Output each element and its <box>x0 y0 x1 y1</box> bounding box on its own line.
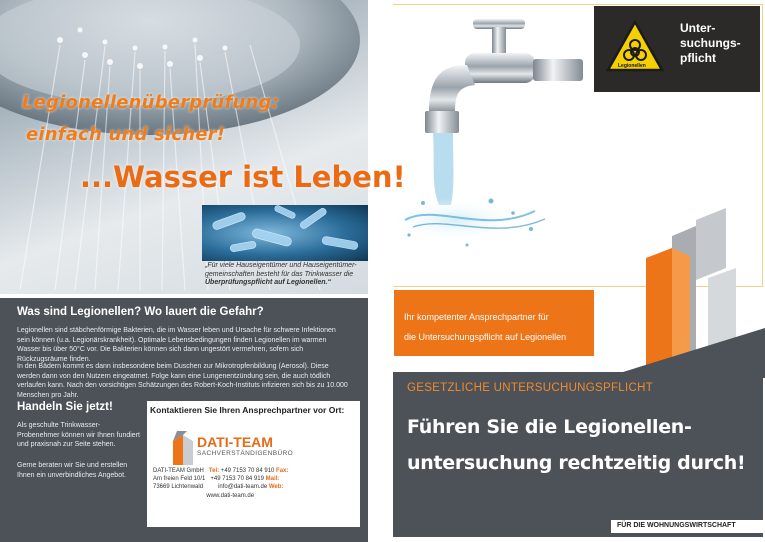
action-text-1: Als geschulte Trinkwasser-Probenehmer können wir Ihnen fundiert und praxisnah zur Seite stehen. <box>17 422 140 449</box>
water-faucet-image <box>395 5 595 285</box>
bacteria-image <box>202 205 368 261</box>
audience-tag <box>611 520 763 533</box>
cta-line1: Ihr kompetenter Ansprechpartner für <box>404 312 549 322</box>
warning-text <box>680 21 741 66</box>
company-name: DATI-TEAM GmbH <box>153 468 204 474</box>
headline-line1: Führen Sie die Legionellen- <box>407 416 692 438</box>
fax-label: Fax: <box>276 468 289 474</box>
dati-team-logo-icon <box>171 431 195 467</box>
email-link[interactable]: info@dati-team.de <box>218 484 268 491</box>
headline-line2: untersuchung rechtzeitig durch! <box>407 452 746 474</box>
info-paragraph-1: Legionellen sind stäbchenförmige Bakterien, die im Wasser leben und Ursache für schwere Infektionen sein können (u.a. Legionärskrankheit). Optimale Lebensbedingungen finden Legionellen im warmen Wasser bis über 50°C vor. Die Bakterien können sich dann ungestört vermehren, sofern sich Rückzugsräume finden. <box>17 327 336 363</box>
info-paragraph-2: In den Bädern kommt es dann insbesondere beim Duschen zur Mikrotropfenbildung (Aerosol). Diese werden dann von den Nutzern eingeatmet. Folge kann eine Lungenentzündung sein, die auch tödlich verlaufen kann. Nach den vorsichtigen Schätzungen des Robert-Koch-Instituts infizieren sich bis zu 10.000 Menschen pro Jahr. <box>17 363 348 399</box>
tel-label: Tel: <box>208 468 220 474</box>
hero-quote <box>205 262 365 288</box>
quote-line2: Überprüfungspflicht auf Legionellen.“ <box>205 279 331 287</box>
info-title: Was sind Legionellen? Wo lauert die Gefahr? <box>17 306 264 318</box>
warning-sign-label: Legionellen <box>618 63 646 69</box>
web-label: Web: <box>268 484 284 491</box>
contact-box <box>147 401 360 527</box>
tel-number[interactable]: +49 7153 70 84 910 <box>220 468 275 474</box>
contact-title: Kontaktieren Sie Ihren Ansprechpartner vor Ort: <box>150 405 345 415</box>
action-text-2: Gerne beraten wir Sie und erstellen Ihnen ein unverbindliches Angebot. <box>17 462 128 479</box>
mail-label: Mail: <box>265 476 280 483</box>
cta-banner <box>394 290 594 356</box>
street: Am freien Feld 10/1 <box>153 476 206 483</box>
warning-line1: Unter- <box>680 21 716 35</box>
legal-panel <box>393 372 763 537</box>
web-link[interactable]: www.dati-team.de <box>206 492 255 499</box>
contact-address <box>153 467 288 500</box>
warning-line3: pflicht <box>680 51 716 65</box>
legal-subtitle: GESETZLICHE UNTERSUCHUNGSPFLICHT <box>407 382 654 394</box>
fax-number: +49 7153 70 84 919 <box>210 476 264 483</box>
cta-line2: die Untersuchungspflicht auf Legionellen <box>404 332 567 342</box>
quote-line1: „Für viele Hauseigentümer und Hauseigentümer-gemeinschaften besteht für das Trinkwasser die <box>205 262 357 278</box>
hero-title-line2: einfach und sicher! <box>26 124 226 145</box>
logo-subtitle: SACHVERSTÄNDIGENBÜRO <box>197 450 294 457</box>
hero-title-line1: Legionellenüberprüfung: <box>22 92 279 113</box>
action-title: Handeln Sie jetzt! <box>17 401 113 413</box>
warning-line2: suchungs- <box>680 36 741 50</box>
hero-image <box>0 0 406 294</box>
city: 73669 Lichtenwald <box>153 484 204 491</box>
logo-name: DATI-TEAM <box>197 434 273 450</box>
audience-tag-label: FÜR DIE WOHNUNGSWIRTSCHAFT <box>617 522 736 529</box>
hero-slogan: ...Wasser ist Leben! <box>80 160 406 194</box>
warning-box <box>594 6 760 92</box>
